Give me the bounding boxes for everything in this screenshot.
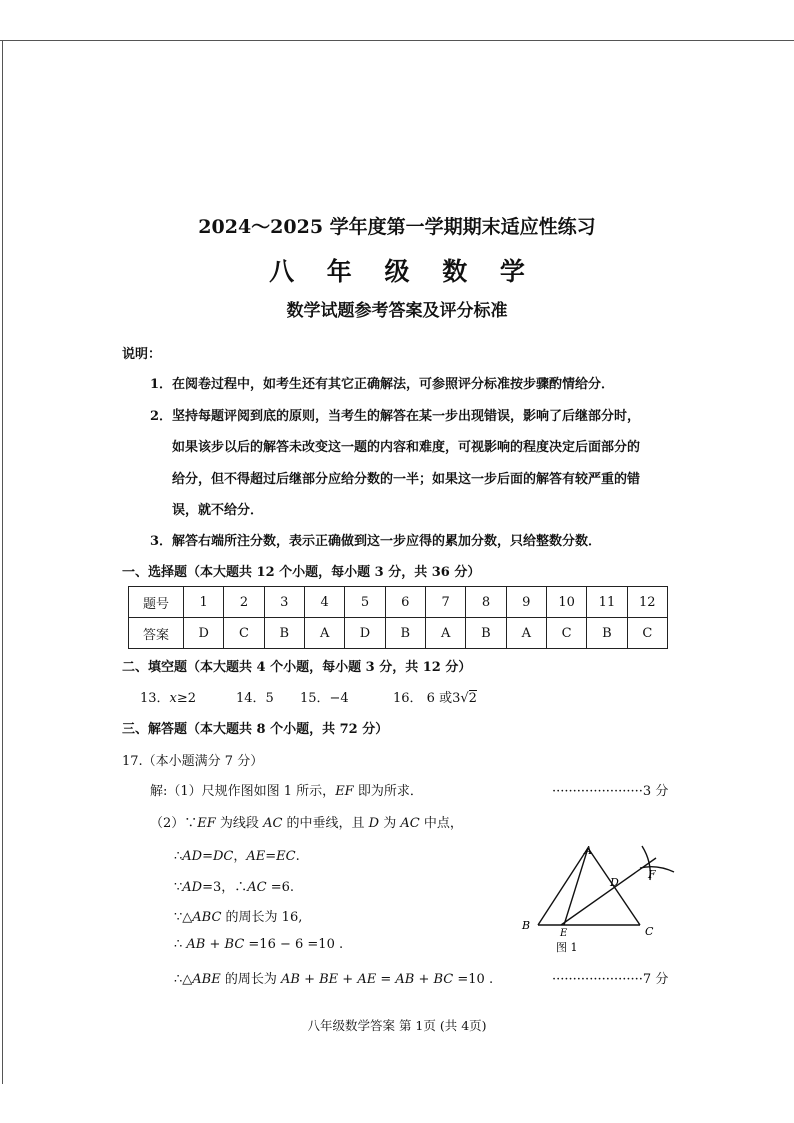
text-run: （2）∵ xyxy=(150,816,198,831)
table-cell: 1 xyxy=(184,587,224,618)
text-run: ∵△ xyxy=(174,910,193,925)
text-run: 为线段 xyxy=(215,816,264,831)
construction-arc-2 xyxy=(640,867,674,872)
q17-line-7 xyxy=(174,968,493,987)
label-d: D xyxy=(610,876,619,889)
section3-heading: 三、解答题（本大题共 8 个小题，共 72 分） xyxy=(122,722,389,737)
table-cell: C xyxy=(224,618,264,649)
table-cell: C xyxy=(627,618,667,649)
math-symbol: AC xyxy=(263,816,283,831)
table-row-answers xyxy=(129,618,668,649)
text-run: 的周长为 16, xyxy=(221,910,303,925)
multiple-choice-answer-table xyxy=(128,586,668,649)
q17-line-6 xyxy=(174,937,343,952)
math-symbol: EF xyxy=(335,784,354,799)
geometry-figure-1 xyxy=(512,832,682,957)
row-label-answer: 答案 xyxy=(129,618,184,649)
table-cell: 3 xyxy=(264,587,304,618)
table-cell: B xyxy=(466,618,506,649)
table-cell: D xyxy=(345,618,385,649)
math-symbol: AB xyxy=(280,972,300,987)
math-symbol: AE xyxy=(357,972,377,987)
text-run: ∵ xyxy=(174,880,183,895)
sqrt-icon: √ xyxy=(460,691,469,706)
q17-score-3: ······················3 分 xyxy=(552,784,669,799)
table-cell: 6 xyxy=(385,587,425,618)
note-item-2-cont-3: 误，就不给分． xyxy=(172,503,264,518)
text-run: =16 − 6 =10 . xyxy=(244,937,344,952)
math-symbol: BC xyxy=(224,937,245,952)
text-run: =6. xyxy=(266,880,295,895)
figure-caption: 图 1 xyxy=(556,941,578,954)
section1-heading: 一、选择题（本大题共 12 个小题，每小题 3 分，共 36 分） xyxy=(122,565,481,580)
label-a: A xyxy=(584,844,592,857)
section2-heading: 二、填空题（本大题共 4 个小题，每小题 3 分，共 12 分） xyxy=(122,660,472,675)
notes-label: 说明： xyxy=(122,347,162,362)
text-run: ， xyxy=(233,849,247,864)
table-cell: D xyxy=(184,618,224,649)
q16-prefix: 16． 6 或 xyxy=(393,691,453,706)
q13-value: ≥2 xyxy=(176,691,197,706)
math-symbol: EF xyxy=(197,816,216,831)
answer-14: 14．5 xyxy=(236,691,274,706)
text-run: 中点， xyxy=(419,816,463,831)
page-footer: 八年级数学答案 第 1页 (共 4页) xyxy=(307,1018,487,1033)
table-cell: A xyxy=(506,618,546,649)
q17-score-7: ······················7 分 xyxy=(552,972,669,987)
label-b: B xyxy=(522,919,531,932)
segment-ae xyxy=(564,848,588,925)
math-symbol: AB xyxy=(186,937,206,952)
text-run: 的中垂线，且 xyxy=(282,816,369,831)
table-cell: A xyxy=(425,618,465,649)
text-run: + xyxy=(414,972,434,987)
note-item-2-cont-1: 如果该步以后的解答未改变这一题的内容和难度，可视影响的程度决定后面部分的 xyxy=(172,440,641,455)
note-item-2: 2．坚持每题评阅到底的原则，当考生的解答在某一步出现错误，影响了后继部分时， xyxy=(150,409,641,424)
text-run: ∴ xyxy=(174,937,187,952)
row-label-number: 题号 xyxy=(129,587,184,618)
q17-line-2 xyxy=(150,812,463,831)
table-cell: 7 xyxy=(425,587,465,618)
label-e: E xyxy=(560,928,568,939)
math-symbol: AE=EC xyxy=(246,849,296,864)
table-cell: B xyxy=(264,618,304,649)
note-item-2-cont-2: 给分，但不得超过后继部分应给分数的一半；如果这一步后面的解答有较严重的错 xyxy=(172,472,641,487)
text-run: ∴△ xyxy=(174,972,193,987)
math-symbol: ABC xyxy=(192,910,222,925)
label-f: F xyxy=(648,868,656,881)
table-cell: C xyxy=(546,618,586,649)
table-cell: A xyxy=(304,618,344,649)
answer-13 xyxy=(140,687,196,706)
math-symbol: AD xyxy=(182,880,203,895)
q16-coefficient: 3 xyxy=(452,691,461,706)
table-cell: B xyxy=(587,618,627,649)
text-run: 的周长为 xyxy=(220,972,281,987)
table-cell: 5 xyxy=(345,587,385,618)
q16-radicand: 2 xyxy=(468,691,477,706)
text-run: . xyxy=(295,849,300,864)
answer-key-subtitle: 数学试题参考答案及评分标准 xyxy=(286,301,508,321)
math-symbol: BC xyxy=(433,972,454,987)
q17-line-1 xyxy=(150,780,423,799)
math-symbol: D xyxy=(368,816,380,831)
math-symbol: AC xyxy=(400,816,420,831)
math-symbol: AD=DC xyxy=(182,849,234,864)
text-run: = xyxy=(376,972,396,987)
page-top-border xyxy=(0,40,794,41)
math-symbol: ABE xyxy=(192,972,221,987)
math-symbol: AB xyxy=(395,972,415,987)
table-cell: 2 xyxy=(224,587,264,618)
table-cell: B xyxy=(385,618,425,649)
q17-line-3 xyxy=(174,845,300,864)
text-run: 为 xyxy=(379,816,401,831)
table-cell: 12 xyxy=(627,587,667,618)
table-cell: 9 xyxy=(506,587,546,618)
text-run: + xyxy=(338,972,358,987)
text-run: =3，∴ xyxy=(202,880,248,895)
table-row-numbers xyxy=(129,587,668,618)
table-cell: 8 xyxy=(466,587,506,618)
exam-title: 2024～2025 学年度第一学期期末适应性练习 xyxy=(198,216,596,238)
text-run: + xyxy=(299,972,320,987)
q17-line-5 xyxy=(174,906,302,925)
segment-ab xyxy=(538,848,588,925)
note-item-3: 3．解答右端所注分数，表示正确做到这一步应得的累加分数，只给整数分数． xyxy=(150,534,602,549)
subject-title: 八 年 级 数 学 xyxy=(269,257,537,286)
answer-16 xyxy=(393,687,477,706)
text-run: 解:（1）尺规作图如图 1 所示， xyxy=(150,784,336,799)
page-left-border xyxy=(2,40,3,1084)
q13-variable: x xyxy=(169,691,177,706)
q13-number: 13． xyxy=(140,691,170,706)
answer-15: 15．−4 xyxy=(300,691,349,706)
label-c: C xyxy=(645,925,654,938)
q17-line-4 xyxy=(174,876,294,895)
math-symbol: AC xyxy=(247,880,267,895)
text-run: 即为所求． xyxy=(353,784,423,799)
text-run: ∴ xyxy=(174,849,183,864)
text-run: =10 . xyxy=(453,972,494,987)
table-cell: 11 xyxy=(587,587,627,618)
table-cell: 10 xyxy=(546,587,586,618)
table-cell: 4 xyxy=(304,587,344,618)
text-run: + xyxy=(205,937,225,952)
note-item-1: 1．在阅卷过程中，如考生还有其它正确解法，可参照评分标准按步骤酌情给分． xyxy=(150,377,615,392)
math-symbol: BE xyxy=(319,972,339,987)
q17-title: 17.（本小题满分 7 分） xyxy=(122,754,264,769)
